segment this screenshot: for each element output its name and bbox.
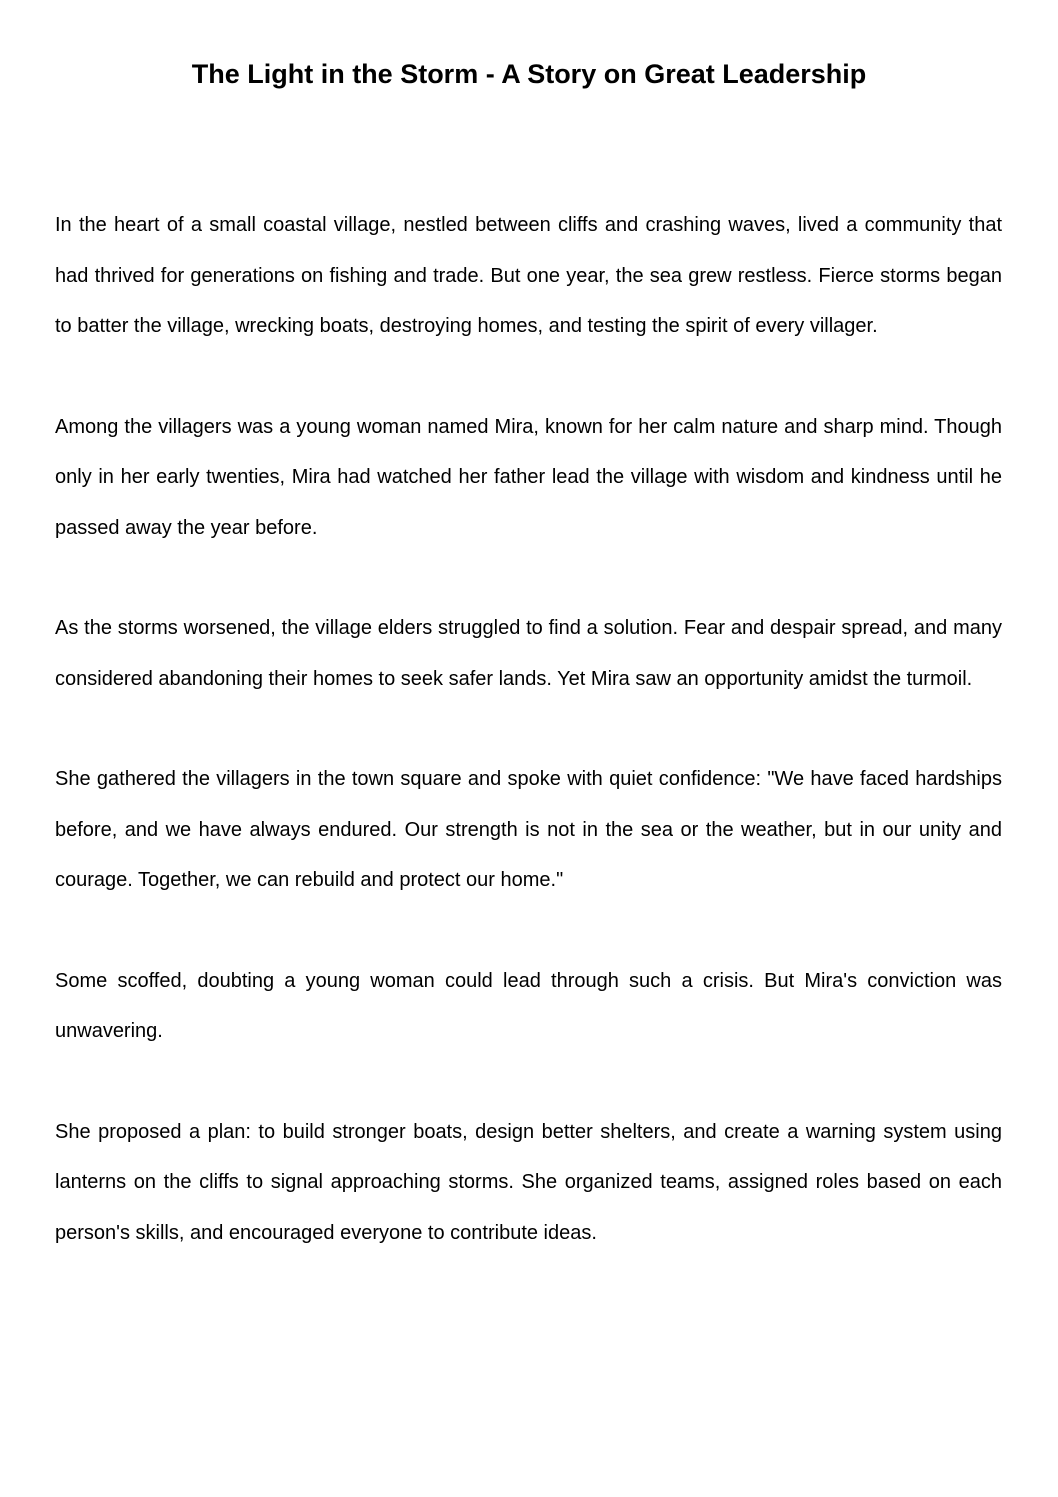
paragraph: Some scoffed, doubting a young woman could lead through such a crisis. But Mira's conviction was unwavering.	[55, 969, 1002, 1042]
paragraph: As the storms worsened, the village elders struggled to find a solution. Fear and despair spread, and many considered abandoning their homes to seek safer lands. Yet Mira saw an opportunity amidst the turmoil.	[55, 617, 1002, 690]
paragraph: She gathered the villagers in the town square and spoke with quiet confidence: "We have faced hardships before, and we have always endured. Our strength is not in the sea or the weather, but in our unity and courage. Together, we can rebuild and protect our home."	[55, 768, 1002, 891]
paragraph: She proposed a plan: to build stronger boats, design better shelters, and create a warning system using lanterns on the cliffs to signal approaching storms. She organized teams, assigned roles based on each person's skills, and encouraged everyone to contribute ideas.	[55, 1120, 1002, 1244]
document-body	[55, 200, 1002, 1308]
paragraph: In the heart of a small coastal village, nestled between cliffs and crashing waves, lived a community that had thrived for generations on fishing and trade. But one year, the sea grew restless. Fierce storms began to batter the village, wrecking boats, destroying homes, and testing the spirit of every villager.	[55, 214, 1002, 337]
document-title: The Light in the Storm - A Story on Great Leadership	[191, 59, 867, 89]
paragraph: Among the villagers was a young woman named Mira, known for her calm nature and sharp mind. Though only in her early twenties, Mira had watched her father lead the village with wisdom and kindness until he passed away the year before.	[55, 415, 1002, 539]
